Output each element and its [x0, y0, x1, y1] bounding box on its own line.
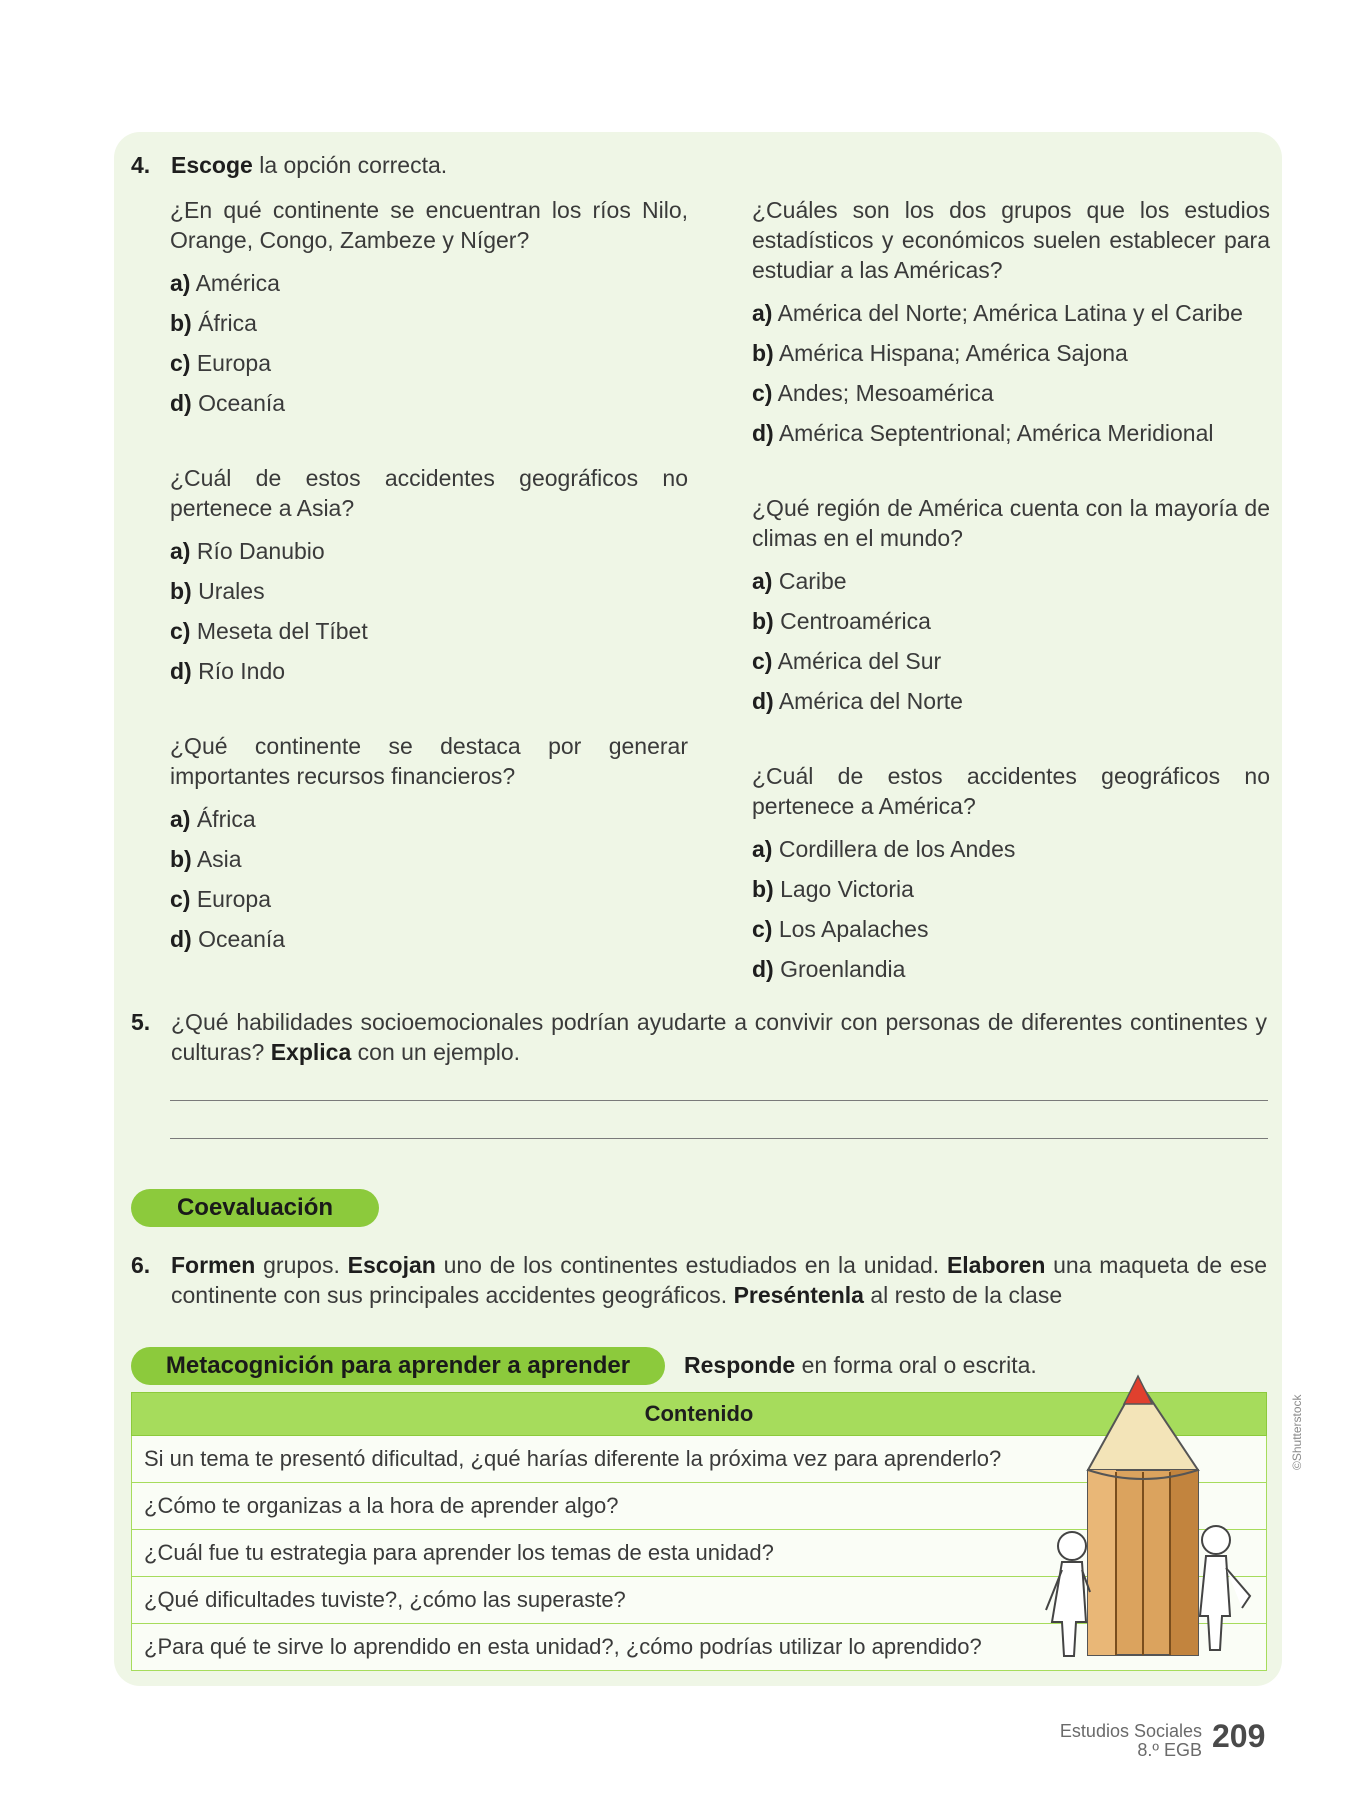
- footer-subject: Estudios Sociales 8.º EGB: [1059, 1721, 1202, 1760]
- image-credit: ©Shutterstock: [1290, 1394, 1304, 1470]
- mcq-option[interactable]: b) África: [170, 310, 257, 336]
- mcq-block: [752, 493, 1270, 721]
- question-4-right-column: [752, 195, 1270, 989]
- metacognicion-instruction: Responde en forma oral o escrita.: [684, 1352, 1037, 1378]
- mcq-option[interactable]: b) Urales: [170, 578, 265, 604]
- mcq-block: [752, 761, 1270, 989]
- mcq-block: [170, 195, 688, 423]
- mcq-option[interactable]: b) Lago Victoria: [752, 876, 914, 902]
- mcq-block: [752, 195, 1270, 453]
- mcq-option[interactable]: d) América del Norte: [752, 688, 963, 714]
- mcq-option[interactable]: a) Cordillera de los Andes: [752, 836, 1016, 862]
- mcq-question: ¿Cuáles son los dos grupos que los estudios estadísticos y económicos suelen establecer para estudiar a las Américas?: [752, 197, 1270, 283]
- mcq-option[interactable]: c) América del Sur: [752, 648, 942, 674]
- mcq-option[interactable]: c) Andes; Mesoamérica: [752, 380, 994, 406]
- mcq-option[interactable]: c) Europa: [170, 350, 272, 376]
- table-row: ¿Cuál fue tu estrategia para aprender los temas de esta unidad?: [132, 1530, 1267, 1577]
- mcq-option[interactable]: d) Groenlandia: [752, 956, 906, 982]
- mcq-question: ¿Qué continente se destaca por generar importantes recursos financieros?: [170, 733, 688, 789]
- mcq-option[interactable]: b) América Hispana; América Sajona: [752, 340, 1128, 366]
- figure-left-icon: [1046, 1532, 1090, 1656]
- question-5: 5. ¿Qué habilidades socioemocionales podrían ayudarte a convivir con personas de diferentes continentes y culturas? Explica con un ejemplo.: [131, 1009, 1267, 1065]
- pencil-icon: [1088, 1376, 1198, 1655]
- mcq-block: [170, 463, 688, 691]
- mcq-option[interactable]: a) África: [170, 806, 256, 832]
- mcq-option[interactable]: b) Centroamérica: [752, 608, 931, 634]
- question-4-header: 4. Escoge la opción correcta.: [131, 152, 448, 178]
- mcq-option[interactable]: a) Río Danubio: [170, 538, 325, 564]
- mcq-option[interactable]: d) Oceanía: [170, 390, 286, 416]
- pencil-illustration: [1028, 1360, 1268, 1680]
- table-row: ¿Qué dificultades tuviste?, ¿cómo las superaste?: [132, 1577, 1267, 1624]
- mcq-option[interactable]: d) América Septentrional; América Meridional: [752, 420, 1214, 446]
- mcq-option[interactable]: a) Caribe: [752, 568, 847, 594]
- mcq-option[interactable]: c) Europa: [170, 886, 272, 912]
- table-row: ¿Cómo te organizas a la hora de aprender algo?: [132, 1483, 1267, 1530]
- mcq-option[interactable]: b) Asia: [170, 846, 242, 872]
- mcq-option[interactable]: c) Los Apalaches: [752, 916, 929, 942]
- q5-verb: Explica: [270, 1039, 352, 1065]
- mcq-question: ¿Cuál de estos accidentes geográficos no pertenece a Asia?: [170, 465, 688, 521]
- mcq-question: ¿Qué región de América cuenta con la mayoría de climas en el mundo?: [752, 495, 1270, 551]
- answer-line[interactable]: [170, 1100, 1268, 1101]
- mcq-option[interactable]: c) Meseta del Tíbet: [170, 618, 368, 644]
- coevaluacion-badge: Coevaluación: [131, 1189, 379, 1227]
- mcq-option[interactable]: a) América del Norte; América Latina y el Caribe: [752, 300, 1243, 326]
- q4-verb: Escoge: [171, 152, 253, 178]
- metacognicion-badge: Metacognición para aprender a aprender: [131, 1347, 665, 1385]
- figure-right-icon: [1200, 1526, 1250, 1650]
- mcq-question: ¿En qué continente se encuentran los ríos Nilo, Orange, Congo, Zambeze y Níger?: [170, 197, 688, 253]
- mcq-block: [170, 731, 688, 959]
- question-6: 6. Formen grupos. Escojan uno de los continentes estudiados en la unidad. Elaboren una maqueta de ese continente con sus principales accidentes geográficos. Preséntenla al resto de la clase: [131, 1252, 1268, 1308]
- answer-line[interactable]: [170, 1138, 1268, 1139]
- page-number: 209: [1212, 1718, 1266, 1754]
- question-4-left-column: [170, 195, 688, 959]
- mcq-option[interactable]: d) Río Indo: [170, 658, 286, 684]
- mcq-option[interactable]: a) América: [170, 270, 280, 296]
- table-header: Contenido: [132, 1393, 1267, 1436]
- table-row: ¿Para qué te sirve lo aprendido en esta unidad?, ¿cómo podrías utilizar lo aprendido?: [132, 1624, 1267, 1671]
- mcq-question: ¿Cuál de estos accidentes geográficos no pertenece a América?: [752, 763, 1270, 819]
- table-row: Si un tema te presentó dificultad, ¿qué harías diferente la próxima vez para aprenderlo?: [132, 1436, 1267, 1483]
- mcq-option[interactable]: d) Oceanía: [170, 926, 286, 952]
